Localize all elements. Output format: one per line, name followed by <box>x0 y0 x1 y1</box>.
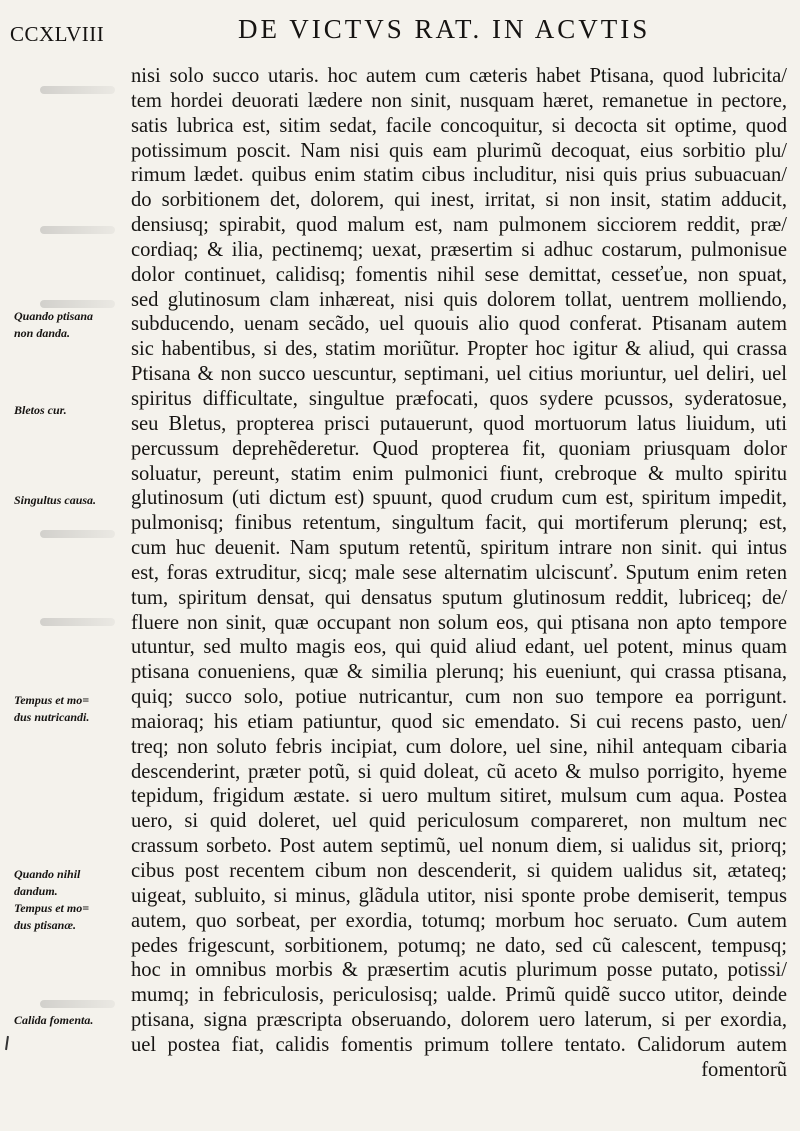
text-line: tum, spiritum densat, qui densatus sputum glutinosum reddit, lubriceq; de/ <box>131 586 787 609</box>
text-line: glutinosum (uti dictum est) spuunt, quod crudum cum est, spiritum impedit, <box>131 487 787 510</box>
text-line: hoc in omnibus morbis & præsertim acutis plurimum posse putato, potissi/ <box>131 959 787 982</box>
text-line: utuntur, sed multo magis eos, qui quid aliud edant, uel potent, minus quam <box>131 636 787 659</box>
show-through-mark <box>40 1000 115 1008</box>
text-line: descenderint, præter potũ, si quid doleat, cũ aceto & mulso porrigito, hyeme <box>131 760 787 783</box>
text-line: nisi solo succo utaris. hoc autem cum cæteris habet Ptisana, quod lubricita/ <box>131 65 787 87</box>
text-line: est, foras extruditur, sicq; male sese alternatim ulciscunť. Sputum enim reten <box>131 561 787 584</box>
text-line: cibus post recentem cibum non descenderit, si quidem ualidus sit, ætateq; <box>131 860 787 882</box>
show-through-mark <box>40 300 115 308</box>
text-line: soluatur, pereunt, statim enim pulmonici fiunt, crebroque & multo spiritu <box>131 462 787 485</box>
text-line: do sorbitionem det, dolorem, qui inest, irritat, si non insit, statim adducit, <box>131 189 787 212</box>
text-line: uigeat, subluito, si minus, glãdula utitor, nisi sponte probe demiserit, tempus <box>131 884 787 907</box>
text-line: quiq; succo solo, potiue nutricantur, cum non suo tempore ea porrigunt. <box>131 686 787 709</box>
show-through-mark <box>40 86 115 94</box>
text-line: uel postea fiat, calidis fomentis primum tollere tentato. Calidorum autem <box>131 1033 787 1056</box>
text-line: densiusq; spirabit, quod malum est, nam pulmonem sicciorem reddit, præ/ <box>131 214 787 237</box>
text-line: pedes frigescunt, sorbitionem, potumq; ne dato, sed cũ calescent, tempusq; <box>131 934 787 957</box>
running-head: DE VICTVS RAT. IN ACVTIS <box>238 14 651 44</box>
text-line: ptisana conueniens, quæ & similia plerunq; his eueniunt, qui crassa ptisana, <box>131 661 787 684</box>
show-through-mark <box>40 530 115 538</box>
text-line: crassum sorbeto. Post autem septimũ, uel nonum diem, si ualidus sit, priorq; <box>131 835 787 858</box>
marginal-note: Tempus et mo= dus nutricandi. <box>14 693 90 724</box>
text-line: tem hordei deuorati lædere non sinit, nusquam hæret, remanetue in pectore, <box>131 89 787 112</box>
text-line: sic habentibus, si des, statim moriũtur. Propter hoc igitur & aliud, qui crassa <box>131 338 787 361</box>
text-line: spiritus difficultate, singultue præfocati, quos sydere pcussos, syderatosue, <box>131 387 787 410</box>
folio-number: CCXLVIII <box>10 22 105 46</box>
text-line: ptisana, signa præscripta obseruando, dolorem uero laterum, si per exordia, <box>131 1009 787 1032</box>
text-line: potissimum poscit. Nam nisi quis eam plurimũ decoquat, eius sorbitio plu/ <box>131 139 787 162</box>
text-line: mumq; in febriculosis, periculosisq; ualde. Primũ quidẽ succo utitor, deinde <box>131 984 787 1007</box>
marginal-note: Quando ptisana non danda. <box>14 309 94 340</box>
text-line: treq; non soluto febris incipiat, cum dolore, uel sine, nihil antequam cibaria <box>131 735 787 758</box>
text-line: pulmonisq; finibus retentum, singultum facit, qui mortiferum plerunq; est, <box>131 512 787 535</box>
text-line: sed glutinosum clam inhæreat, nisi quis dolorem tollat, uentrem molliendo, <box>131 288 787 311</box>
body-text <box>131 64 787 1083</box>
text-line: satis lubrica est, sitim sedat, facile concoquitur, si decocta sit optime, quod <box>131 114 787 137</box>
catchword: fomentorũ <box>701 1058 787 1081</box>
text-line: fluere non sinit, quæ occupant non solum eos, qui ptisana non apto tempore <box>131 611 787 634</box>
text-line: tepidum, frigidum æstate. si uero multum sitiret, mulsum cum aqua. Postea <box>131 785 787 808</box>
marginalia-column <box>0 0 125 1131</box>
marginal-note: Bletos cur. <box>14 403 67 417</box>
text-line: seu Bletus, propterea prisci putauerunt, quod mortuorum latus liuidum, uti <box>131 412 787 435</box>
marginal-note: Singultus causa. <box>14 493 97 507</box>
text-line: percussum deprehẽderetur. Quod propterea fit, quoniam priusquam dolor <box>131 437 787 460</box>
text-line: cordiaq; & ilia, pectinemq; uexat, præsertim si adhuc costarum, pulmonisue <box>131 238 787 261</box>
marginal-note: Calida fomenta. <box>14 1013 94 1027</box>
text-line: subducendo, uenam secãdo, uel quouis alio quod conferat. Ptisanam autem <box>131 313 787 336</box>
text-line: autem, quo sorbeat, per exordia, totumq; morbum hoc seruato. Cum autem <box>131 909 787 932</box>
text-line: rimum lædet. quibus enim statim cibus includitur, nisi quis prius subuacuan/ <box>131 164 787 187</box>
show-through-mark <box>40 618 115 626</box>
text-line: Ptisana & non succo uescuntur, septimani, uel citius moriuntur, uel deliri, uel <box>131 363 787 386</box>
text-line: maioraq; his etiam patiuntur, quod sic emendato. Si cui recens pasto, uen/ <box>131 710 787 733</box>
text-line: dolor continuet, calidisq; fomentis nihil sese demittat, cesseťue, non spuat, <box>131 263 787 286</box>
text-line: uero, si quid doleret, uel quid periculosum compareret, non multum nec <box>131 810 787 833</box>
marginal-note: Quando nihil dandum. Tempus et mo= dus ptisanæ. <box>14 867 90 932</box>
text-line: cum huc deuenit. Nam sputum retentũ, spiritum intrare non sinit. qui intus <box>131 537 787 560</box>
show-through-mark <box>40 226 115 234</box>
